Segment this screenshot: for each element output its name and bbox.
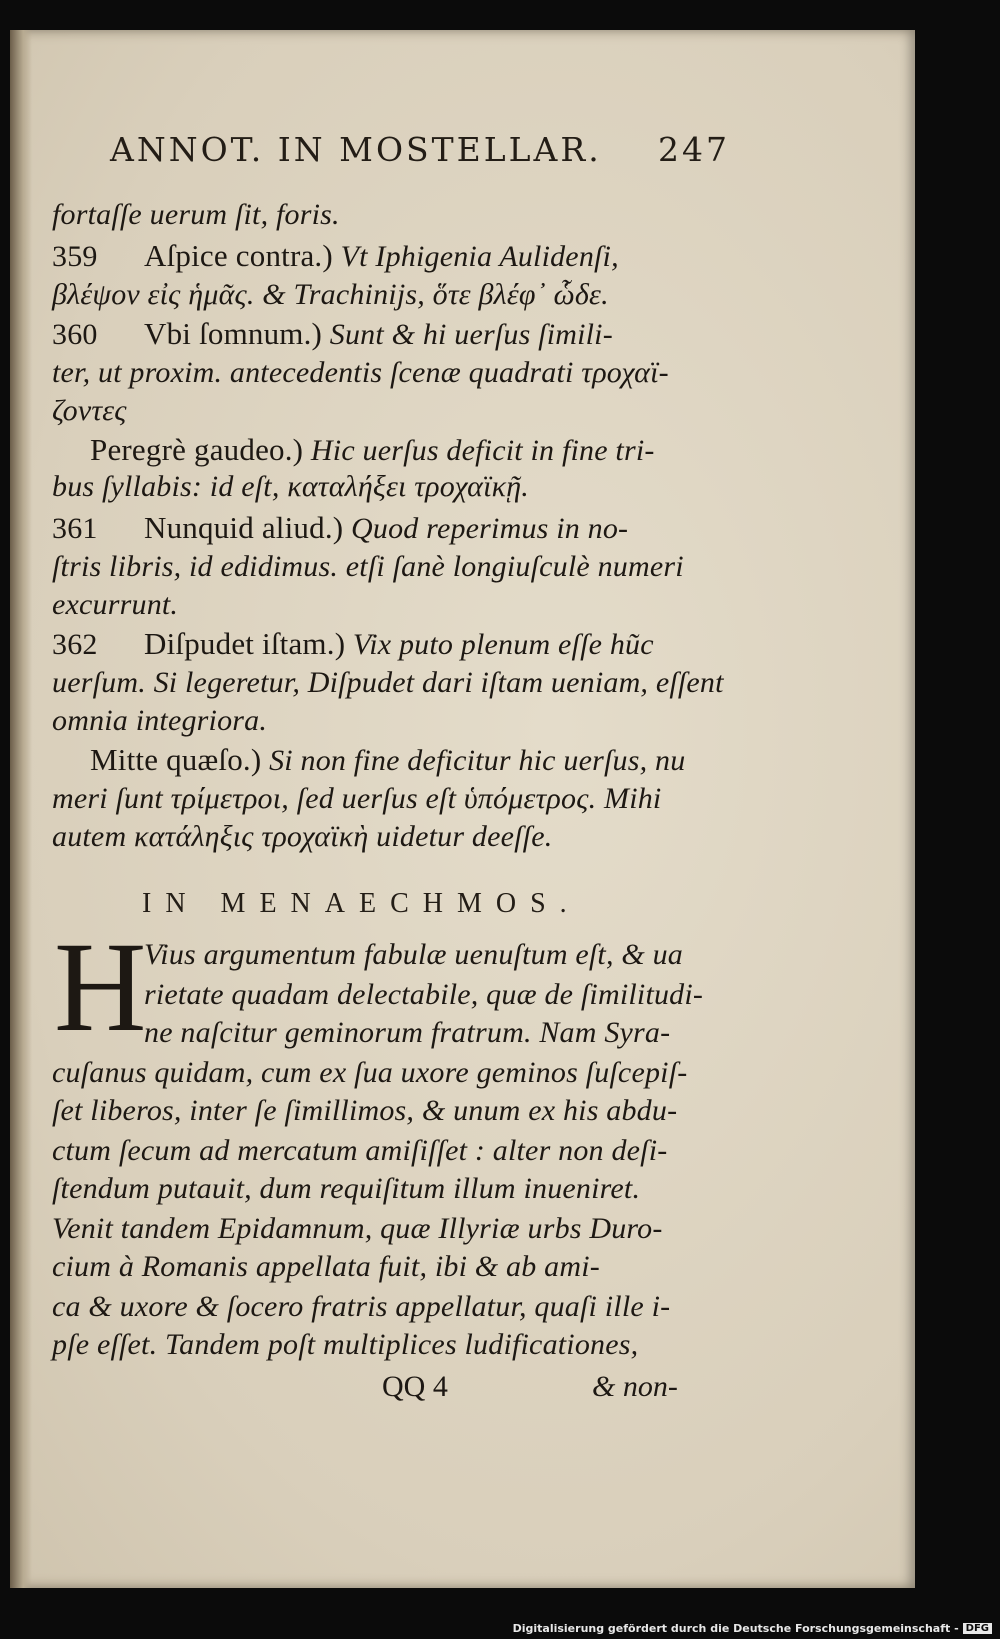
body-line: pſe eſſet. Tandem poſt multiplices ludificationes, <box>52 1328 639 1361</box>
dfg-logo: DFG <box>963 1623 992 1634</box>
page-number: 247 <box>658 130 730 169</box>
text-line: Peregrè gaudeo.) Hic uerſus deficit in fine tri- <box>90 432 655 467</box>
body-line: rietate quadam delectabile, quæ de ſimilitudi- <box>144 978 704 1011</box>
text-line: 362 Diſpudet iſtam.) Vix puto plenum eſſe hũc <box>52 626 654 661</box>
lemma: Aſpice contra.) <box>144 238 333 273</box>
body-line: ne naſcitur geminorum fratrum. Nam Syra- <box>144 1016 671 1049</box>
lemma: Peregrè gaudeo.) <box>90 432 304 467</box>
running-header <box>110 130 730 169</box>
body-line: ſet liberos, inter ſe ſimillimos, & unum ex his abdu- <box>52 1094 678 1127</box>
text-line: uerſum. Si legeretur, Diſpudet dari iſtam ueniam, eſſent <box>52 666 724 699</box>
body-line: Vius argumentum fabulæ uenuſtum eſt, & ua <box>144 938 684 971</box>
text-line: fortaſſe uerum ſit, foris. <box>52 198 340 231</box>
text-line: autem κατάληξις τροχαϊκὴ uidetur deeſſe. <box>52 820 553 853</box>
text-line: ſtris libris, id edidimus. etſi ſanè longiuſculè numeri <box>52 550 684 583</box>
text-line: Mitte quæſo.) Si non fine deficitur hic uerſus, nu <box>90 742 686 777</box>
body-line: ctum ſecum ad mercatum amiſiſſet : alter non deſi- <box>52 1134 668 1167</box>
text-line: 360 Vbi ſomnum.) Sunt & hi uerſus ſimili- <box>52 316 613 351</box>
verse-number: 359 <box>52 240 98 273</box>
book-page <box>10 30 915 1588</box>
lemma: Diſpudet iſtam.) <box>144 626 346 661</box>
text-line: excurrunt. <box>52 588 179 621</box>
lemma: Mitte quæſo.) <box>90 742 262 777</box>
drop-cap: H <box>54 916 147 1058</box>
page-gutter-shadow <box>10 30 32 1588</box>
body-line: Venit tandem Epidamnum, quæ Illyriæ urbs Duro- <box>52 1212 663 1245</box>
catchword: & non- <box>592 1370 678 1403</box>
credit-text: Digitalisierung gefördert durch die Deutsche Forschungsgemeinschaft - <box>512 1621 959 1635</box>
text-line: ζοντες <box>52 394 127 427</box>
verse-number: 360 <box>52 318 98 351</box>
text-line: ter, ut proxim. antecedentis ſcenæ quadrati τροχαϊ- <box>52 356 669 389</box>
verse-number: 362 <box>52 628 98 661</box>
body-line: cium à Romanis appellata fuit, ibi & ab ami- <box>52 1250 600 1283</box>
signature-mark: QQ 4 <box>382 1370 448 1403</box>
text-line: meri ſunt τρίμετροι, ſed uerſus eſt ὑπόμετρος. Mihi <box>52 782 662 815</box>
section-title: IN MENAECHMOS. <box>142 888 581 919</box>
text-line: βλέψον εἰς ἡμᾶς. & Trachinijs, ὅτε βλέφ᾽ ὧδε. <box>52 278 609 311</box>
body-line: cuſanus quidam, cum ex ſua uxore geminos ſuſcepiſ- <box>52 1056 688 1089</box>
digitization-credit <box>513 1620 992 1636</box>
body-line: ca & uxore & ſocero fratris appellatur, quaſi ille i- <box>52 1290 671 1323</box>
verse-number: 361 <box>52 512 98 545</box>
body-line: ſtendum putauit, dum requiſitum illum inueniret. <box>52 1172 641 1205</box>
text-line: 361 Nunquid aliud.) Quod reperimus in no- <box>52 510 629 545</box>
text-line: omnia integriora. <box>52 704 268 737</box>
lemma: Vbi ſomnum.) <box>144 316 323 351</box>
running-title: ANNOT. IN MOSTELLAR. <box>110 130 602 169</box>
lemma: Nunquid aliud.) <box>144 510 344 545</box>
text-line: 359 Aſpice contra.) Vt Iphigenia Aulidenſi, <box>52 238 619 273</box>
text-line: bus ſyllabis: id eſt, καταλήξει τροχαϊκῇ. <box>52 470 529 503</box>
